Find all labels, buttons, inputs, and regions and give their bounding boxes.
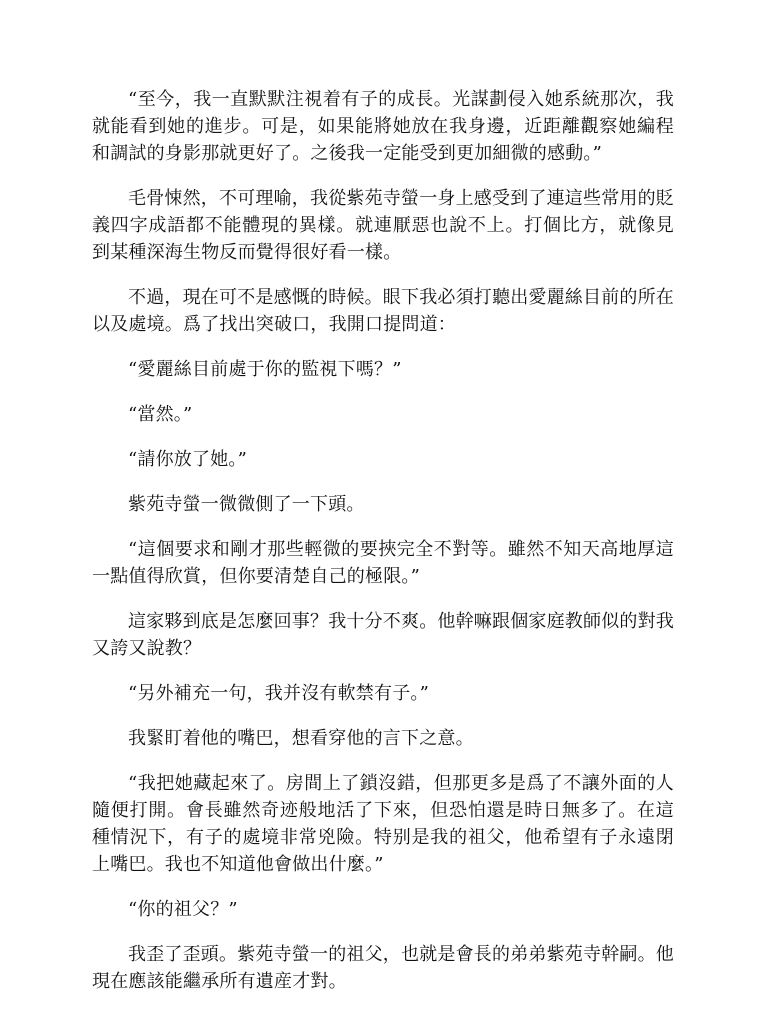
paragraph-6: “請你放了她。” — [128, 449, 248, 470]
paragraph-10: “另外補充一句，我并沒有軟禁有子。” — [128, 683, 430, 704]
paragraph-12: “我把她藏起來了。房間上了鎖沒錯，但那更多是爲了不讓外面的人隨便打開。會長雖然奇迹般地活了下來，但恐怕還是時日無多了。在這種情況下，有子的處境非常兇險。特别是我的祖父，他希望有子永遠閉上嘴巴。我也不知道他會做出什麼。” — [92, 773, 674, 875]
paragraph-13: “你的祖父？” — [128, 899, 238, 920]
paragraph-14: 我歪了歪頭。紫苑寺螢一的祖父，也就是會長的弟弟紫苑寺幹嗣。他現在應該能繼承所有遺産才對。 — [92, 944, 674, 992]
paragraph-3: 不過，現在可不是感慨的時候。眼下我必須打聽出愛麗絲目前的所在以及處境。爲了找出突破口，我開口提問道： — [92, 287, 674, 335]
paragraph-8: “這個要求和剛才那些輕微的要挾完全不對等。雖然不知天高地厚這一點值得欣賞，但你要清楚自己的極限。” — [92, 539, 674, 587]
document-page — [92, 86, 674, 1013]
paragraph-11: 我緊盯着他的嘴巴，想看穿他的言下之意。 — [128, 728, 474, 749]
paragraph-2: 毛骨悚然，不可理喻，我從紫苑寺螢一身上感受到了連這些常用的貶義四字成語都不能體現的異樣。就連厭惡也說不上。打個比方，就像見到某種深海生物反而覺得很好看一樣。 — [92, 188, 674, 263]
paragraph-1: “至今，我一直默默注視着有子的成長。光謀劃侵入她系統那次，我就能看到她的進步。可是，如果能將她放在我身邊，近距離觀察她編程和調試的身影那就更好了。之後我一定能受到更加細微的感動。” — [92, 89, 674, 164]
paragraph-9: 這家夥到底是怎麼回事？我十分不爽。他幹嘛跟個家庭教師似的對我又誇又說教？ — [92, 611, 674, 659]
paragraph-7: 紫苑寺螢一微微側了一下頭。 — [128, 494, 365, 515]
paragraph-4: “愛麗絲目前處于你的監視下嗎？” — [128, 359, 402, 380]
paragraph-5: “當然。” — [128, 404, 193, 425]
